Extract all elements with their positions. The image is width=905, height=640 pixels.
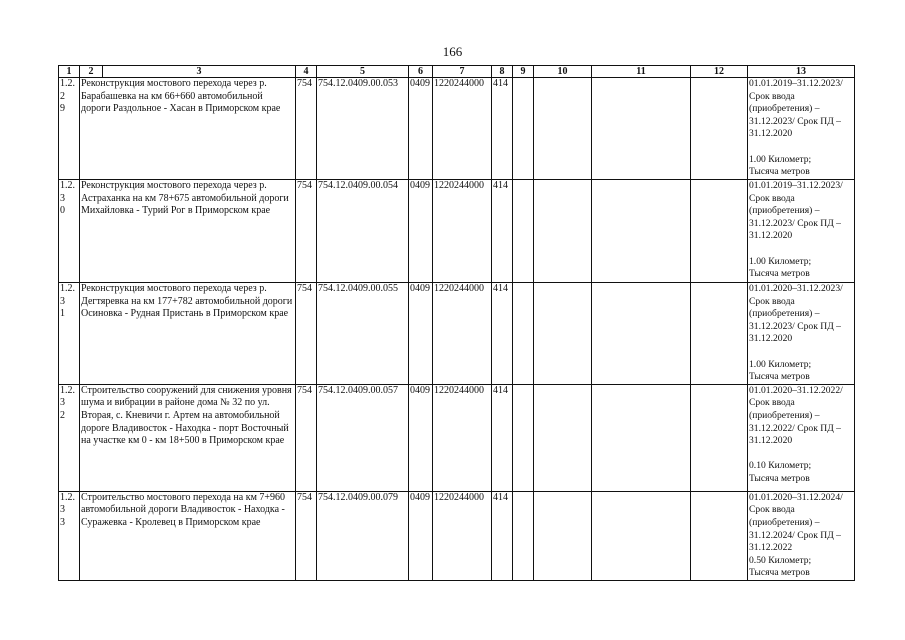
period-text: 01.01.2020–31.12.2024/ Срок ввода (приобретения) – 31.12.2024/ Срок ПД – 31.12.2022 (749, 491, 843, 554)
cell-c4: 754 (296, 384, 317, 491)
cell-c9 (513, 180, 534, 283)
capacity-text: 1.00 Километр; Тысяча метров (749, 358, 812, 383)
row-number: 1.2.3 3 (59, 491, 80, 580)
capacity-text: 1.00 Километр; Тысяча метров (749, 255, 812, 280)
header-row (59, 66, 855, 78)
page-number: 166 (442, 44, 463, 59)
cell-c9 (513, 78, 534, 180)
cell-c6: 0409 (409, 78, 433, 180)
header-cell: 12 (691, 66, 748, 78)
cell-c11 (592, 384, 691, 491)
cell-c10 (534, 180, 592, 283)
header-cell: 7 (433, 66, 492, 78)
cell-c5: 754.12.0409.00.055 (317, 283, 409, 385)
table-row (59, 384, 855, 491)
row-number: 1.2.3 1 (59, 283, 80, 385)
header-cell: 3 (103, 66, 296, 78)
cell-c7: 1220244000 (433, 491, 492, 580)
cell-c7: 1220244000 (433, 384, 492, 491)
object-name: Строительство мостового перехода на км 7+960 автомобильной дороги Владивосток - Находка - Суражевка - Кролевец в Приморском крае (80, 491, 296, 580)
header-cell: 9 (513, 66, 534, 78)
cell-c8: 414 (492, 491, 513, 580)
cell-c12 (691, 180, 748, 283)
cell-c9 (513, 283, 534, 385)
cell-c12 (691, 384, 748, 491)
header-cell: 10 (534, 66, 592, 78)
period-text: 01.01.2019–31.12.2023/ Срок ввода (приобретения) – 31.12.2023/ Срок ПД – 31.12.2020 (749, 180, 843, 242)
period-cell (748, 384, 855, 491)
cell-c4: 754 (296, 283, 317, 385)
row-number: 1.2.3 2 (59, 384, 80, 491)
table-row (59, 491, 855, 580)
header-cell: 4 (296, 66, 317, 78)
capacity-text: 0.10 Километр; Тысяча метров (749, 460, 812, 484)
cell-c12 (691, 78, 748, 180)
row-number: 1.2.2 9 (59, 78, 80, 180)
object-name: Реконструкция мостового перехода через р. Барабашевка на км 66+660 автомобильной дороги Раздольное - Хасан в Приморском крае (80, 78, 296, 180)
cell-c11 (592, 78, 691, 180)
cell-c11 (592, 283, 691, 385)
cell-c6: 0409 (409, 283, 433, 385)
table-row (59, 78, 855, 180)
cell-c6: 0409 (409, 180, 433, 283)
cell-c5: 754.12.0409.00.053 (317, 78, 409, 180)
budget-table (58, 65, 855, 581)
object-name: Реконструкция мостового перехода через р. Дегтяревка на км 177+782 автомобильной дороги Осиновка - Рудная Пристань в Приморском крае (80, 283, 296, 385)
cell-c8: 414 (492, 384, 513, 491)
cell-c4: 754 (296, 180, 317, 283)
header-cell: 6 (409, 66, 433, 78)
period-cell (748, 491, 855, 580)
cell-c7: 1220244000 (433, 283, 492, 385)
header-cell: 5 (317, 66, 409, 78)
period-cell (748, 180, 855, 283)
cell-c6: 0409 (409, 491, 433, 580)
header-cell: 1 (59, 66, 80, 78)
cell-c11 (592, 180, 691, 283)
cell-c8: 414 (492, 180, 513, 283)
cell-c7: 1220244000 (433, 180, 492, 283)
object-name: Реконструкция мостового перехода через р. Астраханка на км 78+675 автомобильной дороги Михайловка - Турий Рог в Приморском крае (80, 180, 296, 283)
cell-c9 (513, 491, 534, 580)
cell-c10 (534, 384, 592, 491)
cell-c11 (592, 491, 691, 580)
cell-c10 (534, 491, 592, 580)
cell-c9 (513, 384, 534, 491)
header-cell: 11 (592, 66, 691, 78)
cell-c4: 754 (296, 491, 317, 580)
cell-c7: 1220244000 (433, 78, 492, 180)
capacity-text: 1.00 Километр; Тысяча метров (749, 153, 812, 178)
cell-c12 (691, 491, 748, 580)
cell-c5: 754.12.0409.00.054 (317, 180, 409, 283)
cell-c5: 754.12.0409.00.057 (317, 384, 409, 491)
cell-c4: 754 (296, 78, 317, 180)
table-row (59, 283, 855, 385)
header-cell: 2 (80, 66, 103, 78)
period-cell (748, 283, 855, 385)
period-text: 01.01.2020–31.12.2023/ Срок ввода (приобретения) – 31.12.2023/ Срок ПД – 31.12.2020 (749, 283, 843, 345)
table-row (59, 180, 855, 283)
period-text: 01.01.2020–31.12.2022/ Срок ввода (приобретения) – 31.12.2022/ Срок ПД – 31.12.2020 (749, 384, 843, 447)
row-number: 1.2.3 0 (59, 180, 80, 283)
cell-c5: 754.12.0409.00.079 (317, 491, 409, 580)
cell-c8: 414 (492, 78, 513, 180)
object-name: Строительство сооружений для снижения уровня шума и вибрации в районе дома № 32 по ул. Вторая, с. Кневичи г. Артем на автомобильной дороге Владивосток - Находка - порт Восточный на участке км 0 - км 18+500 в Приморском крае (80, 384, 296, 491)
cell-c6: 0409 (409, 384, 433, 491)
cell-c12 (691, 283, 748, 385)
header-cell: 8 (492, 66, 513, 78)
cell-c8: 414 (492, 283, 513, 385)
period-cell (748, 78, 855, 180)
capacity-text: 0.50 Километр; Тысяча метров (749, 554, 812, 579)
cell-c10 (534, 283, 592, 385)
cell-c10 (534, 78, 592, 180)
period-text: 01.01.2019–31.12.2023/ Срок ввода (приобретения) – 31.12.2023/ Срок ПД – 31.12.2020 (749, 78, 843, 140)
header-cell: 13 (748, 66, 855, 78)
